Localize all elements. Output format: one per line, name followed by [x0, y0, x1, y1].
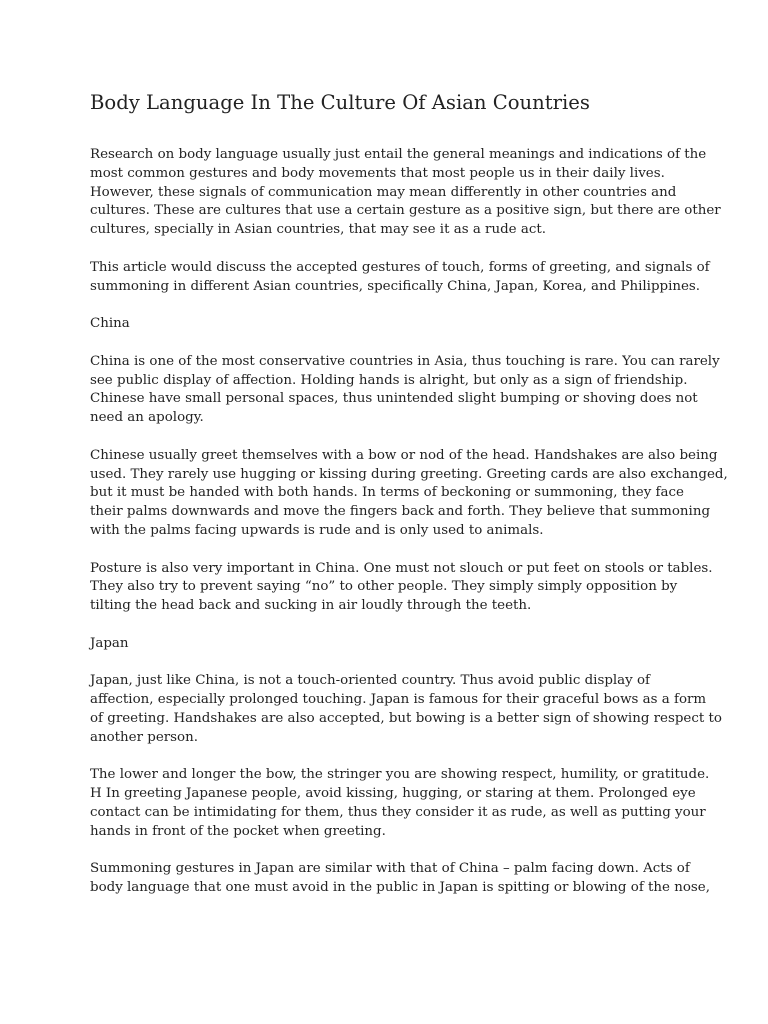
body-paragraph [90, 259, 710, 297]
paragraph-line: another person. [90, 729, 198, 745]
body-paragraph [90, 447, 728, 541]
body-paragraph [90, 560, 713, 616]
section-heading [90, 635, 680, 654]
paragraph-line: body language that one must avoid in the public in Japan is spitting or blowing of the nose, [90, 880, 710, 896]
paragraph-line: China is one of the most conservative countries in Asia, thus touching is rare. You can rarely [90, 353, 720, 369]
body-paragraph [90, 353, 720, 428]
section-heading-text: Japan [90, 635, 129, 651]
paragraph-line: This article would discuss the accepted gestures of touch, forms of greeting, and signals of [90, 259, 710, 275]
paragraph-line: cultures. These are cultures that use a certain gesture as a positive sign, but there are other [90, 203, 721, 219]
paragraph-line: with the palms facing upwards is rude and is only used to animals. [90, 522, 544, 538]
paragraph-line: contact can be intimidating for them, thus they consider it as rude, as well as putting your [90, 804, 706, 820]
paragraph-line: Research on body language usually just entail the general meanings and indications of the [90, 147, 707, 162]
section-heading-text: China [90, 316, 130, 332]
paragraph-line: They also try to prevent saying “no” to other people. They simply simply opposition by [90, 579, 678, 595]
paragraph-line: used. They rarely use hugging or kissing during greeting. Greeting cards are also exchanged, [90, 466, 728, 482]
paragraph-line: H In greeting Japanese people, avoid kissing, hugging, or staring at them. Prolonged eye [90, 786, 696, 802]
paragraph-line: but it must be handed with both hands. In terms of beckoning or summoning, they face [90, 485, 684, 501]
body-paragraph [90, 146, 721, 240]
paragraph-line: cultures, specially in Asian countries, that may see it as a rude act. [90, 222, 546, 238]
paragraph-line: their palms downwards and move the fingers back and forth. They believe that summoning [90, 504, 711, 520]
paragraph-line: The lower and longer the bow, the stringer you are showing respect, humility, or gratitude. [90, 767, 710, 783]
paragraph-line: hands in front of the pocket when greeting. [90, 823, 386, 839]
body-paragraph [90, 672, 722, 747]
paragraph-line: see public display of affection. Holding hands is alright, but only as a sign of friendship. [90, 372, 688, 388]
page-title: Body Language In The Culture Of Asian Countries [90, 91, 590, 114]
body-paragraph [90, 860, 710, 898]
paragraph-line: Chinese have small personal spaces, thus unintended slight bumping or shoving does not [90, 391, 698, 407]
paragraph-line: Posture is also very important in China. One must not slouch or put feet on stools or tables. [90, 560, 713, 576]
paragraph-line: need an apology. [90, 410, 204, 426]
paragraph-line: However, these signals of communication may mean differently in other countries and [90, 184, 677, 200]
body-paragraph [90, 766, 710, 841]
paragraph-line: summoning in different Asian countries, specifically China, Japan, Korea, and Philippines. [90, 278, 701, 294]
paragraph-line: most common gestures and body movements that most people us in their daily lives. [90, 165, 665, 181]
paragraph-line: affection, especially prolonged touching. Japan is famous for their graceful bows as a form [90, 692, 707, 708]
article-body [90, 146, 728, 917]
paragraph-line: Japan, just like China, is not a touch-oriented country. Thus avoid public display of [90, 673, 650, 689]
paragraph-line: Summoning gestures in Japan are similar with that of China – palm facing down. Acts of [90, 861, 690, 877]
paragraph-line: Chinese usually greet themselves with a bow or nod of the head. Handshakes are also being [90, 447, 718, 463]
paragraph-line: of greeting. Handshakes are also accepted, but bowing is a better sign of showing respect to [90, 710, 722, 726]
paragraph-line: tilting the head back and sucking in air loudly through the teeth. [90, 598, 532, 614]
section-heading [90, 315, 680, 334]
